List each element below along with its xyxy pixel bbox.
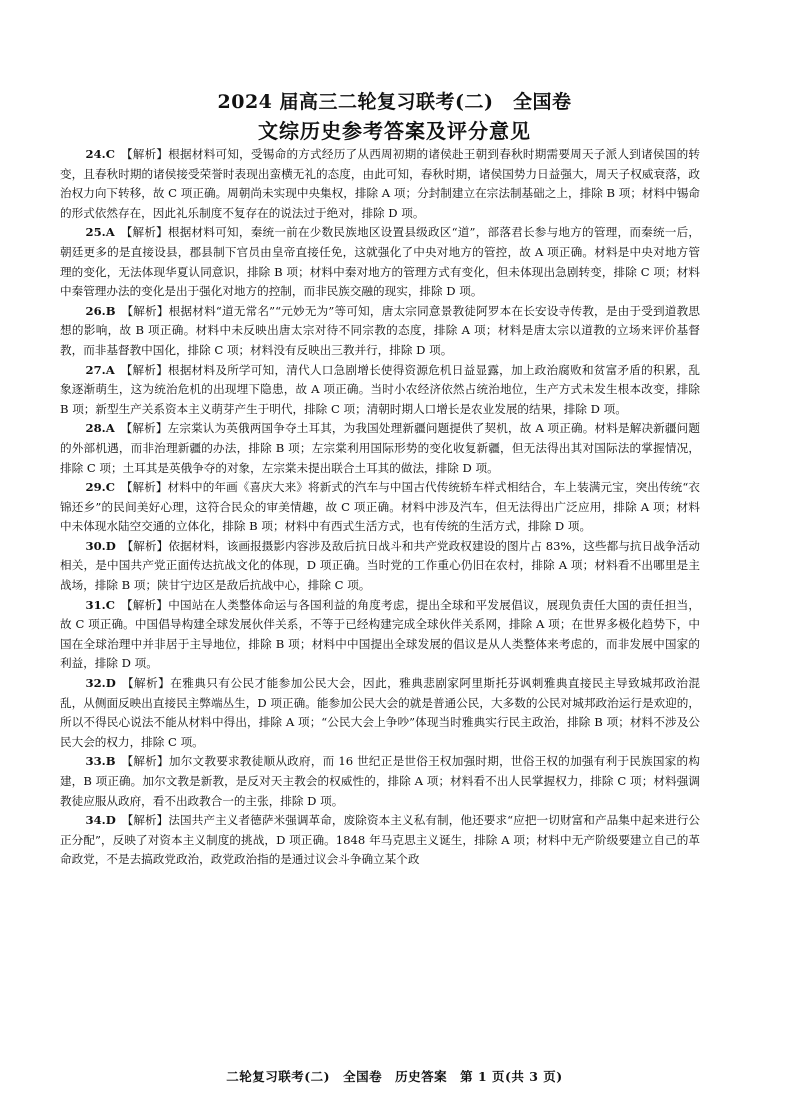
answer-item: 28.A 【解析】左宗棠认为英俄两国争夺土耳其，为我国处理新疆问题提供了契机，故 A 项正确。材料是解决新疆问题的外部机遇，而非治理新疆的办法，排除 B 项；左宗棠利用国际形势的变化收复新疆，但无法得出其对国际法的掌握情况，排除 C 项；土耳其是英俄争夺的对象，左宗棠未提出联合土耳其的做法，排除 D 项。	[60, 421, 700, 475]
page-subtitle: 文综历史参考答案及评分意见	[258, 119, 531, 143]
answer-item: 24.C 【解析】根据材料可知，受锡命的方式经历了从西周初期的诸侯赴王朝到春秋时期需要周天子派人到诸侯国的转变，且春秋时期的诸侯接受荣誉时表现出蛮横无礼的态度，由此可知，春秋时期，诸侯国势力日益强大，周天子权威衰落，政治权力向下转移，故 C 项正确。周朝尚未实现中央集权，排除 A 项；分封制建立在宗法制基础之上，排除 B 项；材料中锡命的形式依然存在，因此礼乐制度不复存在的说法过于绝对，排除 D 项。	[60, 147, 700, 220]
answer-item: 30.D 【解析】依据材料，该画报摄影内容涉及敌后抗日战斗和共产党政权建设的图片占 83%，这些都与抗日战争活动相关，是中国共产党正面传达抗战文化的体现，D 项正确。当时党的工作重心仍旧在农村，排除 A 项；材料看不出哪里是主战场，排除 B 项；陕甘宁边区是敌后抗战中心，排除 C 项。	[60, 538, 700, 593]
answer-item: 32.D 【解析】在雅典只有公民才能参加公民大会，因此，雅典悲剧家阿里斯托芬讽刺雅典直接民主导致城邦政治混乱，从侧面反映出直接民主弊端丛生，D 项正确。能参加公民大会的就是普通公民，大多数的公民对城邦政治运行是欢迎的，所以不得民心说法不能从材料中得出，排除 A 项；“公民大会上争吵”体现当时雅典实行民主政治，排除 B 项；材料不涉及公民大会的权力，排除 C 项。	[60, 676, 700, 749]
page-title: 2024 届高三二轮复习联考(二) 全国卷	[217, 91, 572, 113]
answer-item: 29.C 【解析】材料中的年画《喜庆大来》将新式的汽车与中国古代传统轿车样式相结合，车上装满元宝，突出传统“衣锦还乡”的民间美好心理，这符合民众的审美情趣，故 C 项正确。材料中涉及汽车，但无法得出广泛应用，排除 A 项；材料中未体现水陆空交通的立体化，排除 B 项；材料中有西式生活方式，也有传统的生活方式，排除 D 项。	[60, 480, 700, 534]
answer-item: 33.B 【解析】加尔文教要求教徒顺从政府，而 16 世纪正是世俗王权加强时期，世俗王权的加强有利于民族国家的构建，B 项正确。加尔文教是新教，是反对天主教会的权威性的，排除 A 项；材料看不出人民掌握权力，排除 C 项；材料强调教徒应服从政府，看不出政教合一的主张，排除 D 项。	[60, 754, 700, 808]
answer-item: 25.A 【解析】根据材料可知，秦统一前在少数民族地区设置县级政区“道”，部落君长参与地方的管理，而秦统一后，朝廷更多的是直接设县，郡县制下官员由皇帝直接任免，这就强化了中央对地方的管控，故 A 项正确。材料是中央对地方管理的变化，无法体现华夏认同意识，排除 B 项；材料中秦对地方的管理方式有变化，但未体现出急剧转变，排除 C 项；材料中秦管理办法的变化是出于强化对地方的控制，而非民族交融的现实，排除 D 项。	[60, 225, 700, 299]
answer-list	[60, 145, 700, 870]
answer-item: 31.C 【解析】中国站在人类整体命运与各国利益的角度考虑，提出全球和平发展倡议，展现负责任大国的责任担当，故 C 项正确。中国倡导构建全球发展伙伴关系，不等于已经构建完成全球伙伴关系网，排除 A 项；在世界多极化趋势下，中国在全球治理中并非居于主导地位，排除 B 项；材料中中国提出全球发展的倡议是从人类整体来考虑的，而非发展中国家的利益，排除 D 项。	[60, 597, 700, 671]
answer-item: 26.B 【解析】根据材料“道无常名”“元妙无为”等可知，唐太宗同意景教徒阿罗本在长安设寺传教，是由于受到道教思想的影响，故 B 项正确。材料中未反映出唐太宗对待不同宗教的态度，排除 A 项；材料是唐太宗以道教的立场来评价基督教，而非基督教中国化，排除 C 项；材料没有反映出三教并行，排除 D 项。	[60, 303, 700, 357]
page-footer: 二轮复习联考(二) 全国卷 历史答案 第 1 页(共 3 页)	[226, 1069, 563, 1084]
answer-item: 34.D 【解析】法国共产主义者德萨米强调革命，废除资本主义私有制，他还要求“应把一切财富和产品集中起来进行公正分配”，反映了对资本主义制度的挑战，D 项正确。1848 年马克思主义诞生，排除 A 项；材料中无产阶级要建立自己的革命政党，不是去搞政党政治，政党政治指的是通过议会斗争确立某个政	[60, 813, 700, 867]
answer-item: 27.A 【解析】根据材料及所学可知，清代人口急剧增长使得资源危机日益显露，加上政治腐败和贫富矛盾的积累，乱象逐渐萌生，这为统治危机的出现埋下隐患，故 A 项正确。当时小农经济依然占统治地位，生产方式未发生根本改变，排除 B 项；新型生产关系资本主义萌芽产生于明代，排除 C 项；清朝时期人口增长是农业发展的结果，排除 D 项。	[60, 362, 700, 416]
